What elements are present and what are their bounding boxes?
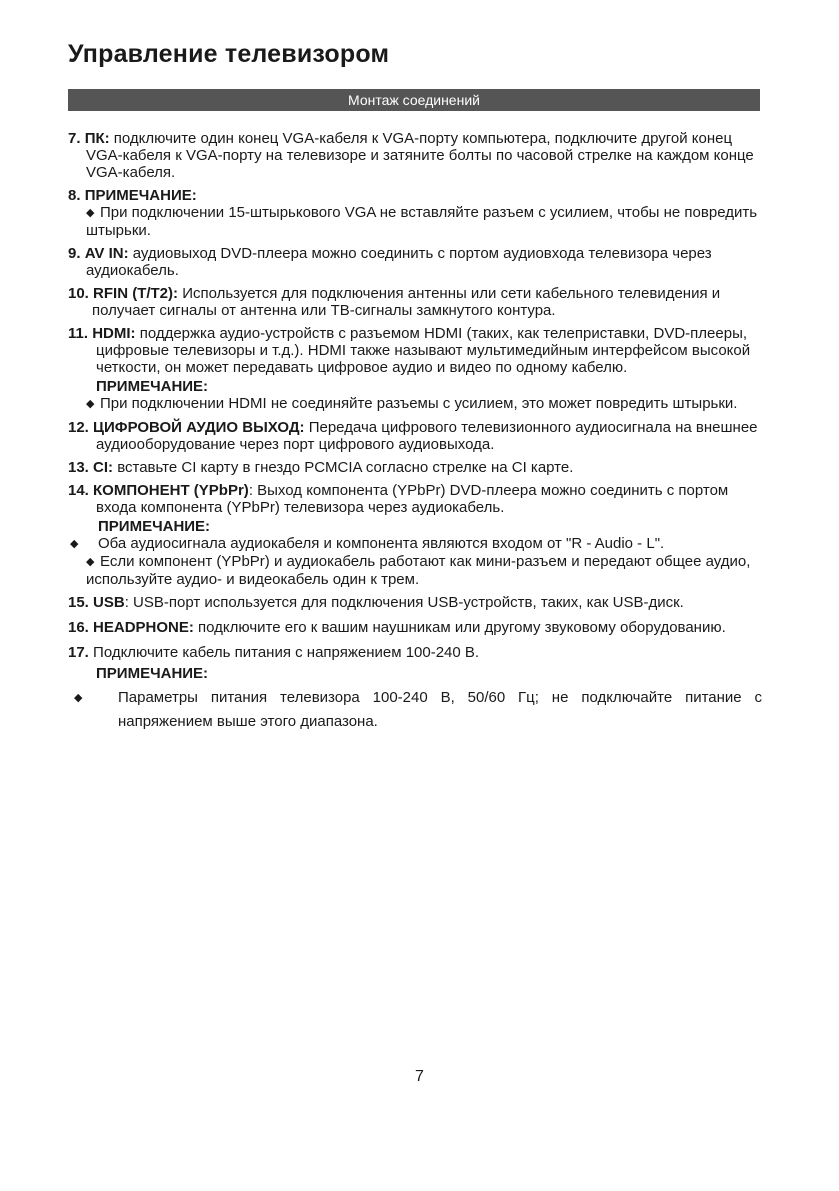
list-item: 9. AV IN: аудиовыход DVD-плеера можно соединить с портом аудиовхода телевизора через аудиокабель. — [68, 245, 712, 279]
section-header-bar: Монтаж соединений — [68, 89, 760, 111]
diamond-bullet-icon: ◆ — [70, 538, 79, 550]
list-item: 11. HDMI: поддержка аудио-устройств с разъемом HDMI (таких, как телеприставки, DVD-плееры, цифровые телевизоры и т.д.). HDMI также называют мультимедийным интерфейсом высокой четкости, он может передавать цифровое аудио и видео по одному кабелю. ПРИМЕЧАНИЕ: ◆ При подключении HDMI не соединяйте разъемы с усилием, это может повредить штырьки. — [68, 325, 762, 413]
list-item: 16. HEADPHONE: подключите его к вашим наушникам или другому звуковому оборудованию. — [68, 619, 726, 636]
note-heading: ПРИМЕЧАНИЕ: — [98, 518, 211, 535]
diamond-bullet-icon: ◆ — [86, 556, 95, 568]
diamond-bullet-icon: ◆ — [86, 398, 95, 410]
list-item: 8. ПРИМЕЧАНИЕ: ◆ При подключении 15-штырькового VGA не вставляйте разъем с усилием, чтобы не повредить штырьки. — [68, 187, 762, 239]
note-heading: ПРИМЕЧАНИЕ: — [96, 665, 209, 682]
diamond-bullet-icon: ◆ — [74, 692, 83, 704]
list-item: 14. КОМПОНЕНТ (YPbPr): Выход компонента (YPbPr) DVD-плеера можно соединить с портом входа компонента (YPbPr) телевизора через аудиокабель. ПРИМЕЧАНИЕ: ◆ Оба аудиосигнала аудиокабеля и компонента являются входом от "R - Audio - L". ◆ Если компонент (YPbPr) и аудиокабель работают как мини-разъем и передают общее аудио, используйте аудио- и видеокабель один к трем. — [68, 482, 762, 588]
page-number: 7 — [415, 1068, 424, 1085]
page-title: Управление телевизором — [68, 40, 390, 68]
note-heading: ПРИМЕЧАНИЕ: — [96, 378, 209, 395]
note-text: ◆ Если компонент (YPbPr) и аудиокабель работают как мини-разъем и передают общее аудио, используйте аудио- и видеокабель один к трем. — [86, 553, 751, 588]
note-text: ◆ При подключении 15-штырькового VGA не вставляйте разъем с усилием, чтобы не повредить штырьки. — [86, 204, 758, 239]
list-item: 12. ЦИФРОВОЙ АУДИО ВЫХОД: Передача цифрового телевизионного аудиосигнала на внешнее аудиооборудование через порт цифрового аудиовыхода. — [68, 419, 758, 453]
list-item: 10. RFIN (T/T2): Используется для подключения антенны или сети кабельного телевидения и получает сигналы от антенна или ТВ-сигналы замкнутого контура. — [68, 285, 721, 319]
note-text: ◆ Оба аудиосигнала аудиокабеля и компонента являются входом от "R - Audio - L". — [70, 535, 665, 552]
list-item: 15. USB: USB-порт используется для подключения USB-устройств, таких, как USB-диск. — [68, 594, 684, 611]
list-item: 7. ПК: подключите один конец VGA-кабеля к VGA-порту компьютера, подключите другой конец VGA-кабеля к VGA-порту на телевизоре и затяните болты по часовой стрелке на каждом конце VGA-кабеля. — [68, 130, 754, 181]
list-item: 17. Подключите кабель питания с напряжением 100-240 В. ПРИМЕЧАНИЕ: ◆ Параметры питания телевизора 100-240 В, 50/60 Гц; не подключайте питание с напряжением выше этого диапазона. — [68, 644, 762, 734]
diamond-bullet-icon: ◆ — [86, 207, 95, 219]
list-item: 13. CI: вставьте CI карту в гнездо PCMCIA согласно стрелке на CI карте. — [68, 459, 574, 476]
note-text: ◆ Параметры питания телевизора 100-240 В, 50/60 Гц; не подключайте питание с напряжением выше этого диапазона. — [68, 686, 762, 734]
instructions-list — [68, 130, 762, 740]
note-text: ◆ При подключении HDMI не соединяйте разъемы с усилием, это может повредить штырьки. — [86, 395, 738, 412]
